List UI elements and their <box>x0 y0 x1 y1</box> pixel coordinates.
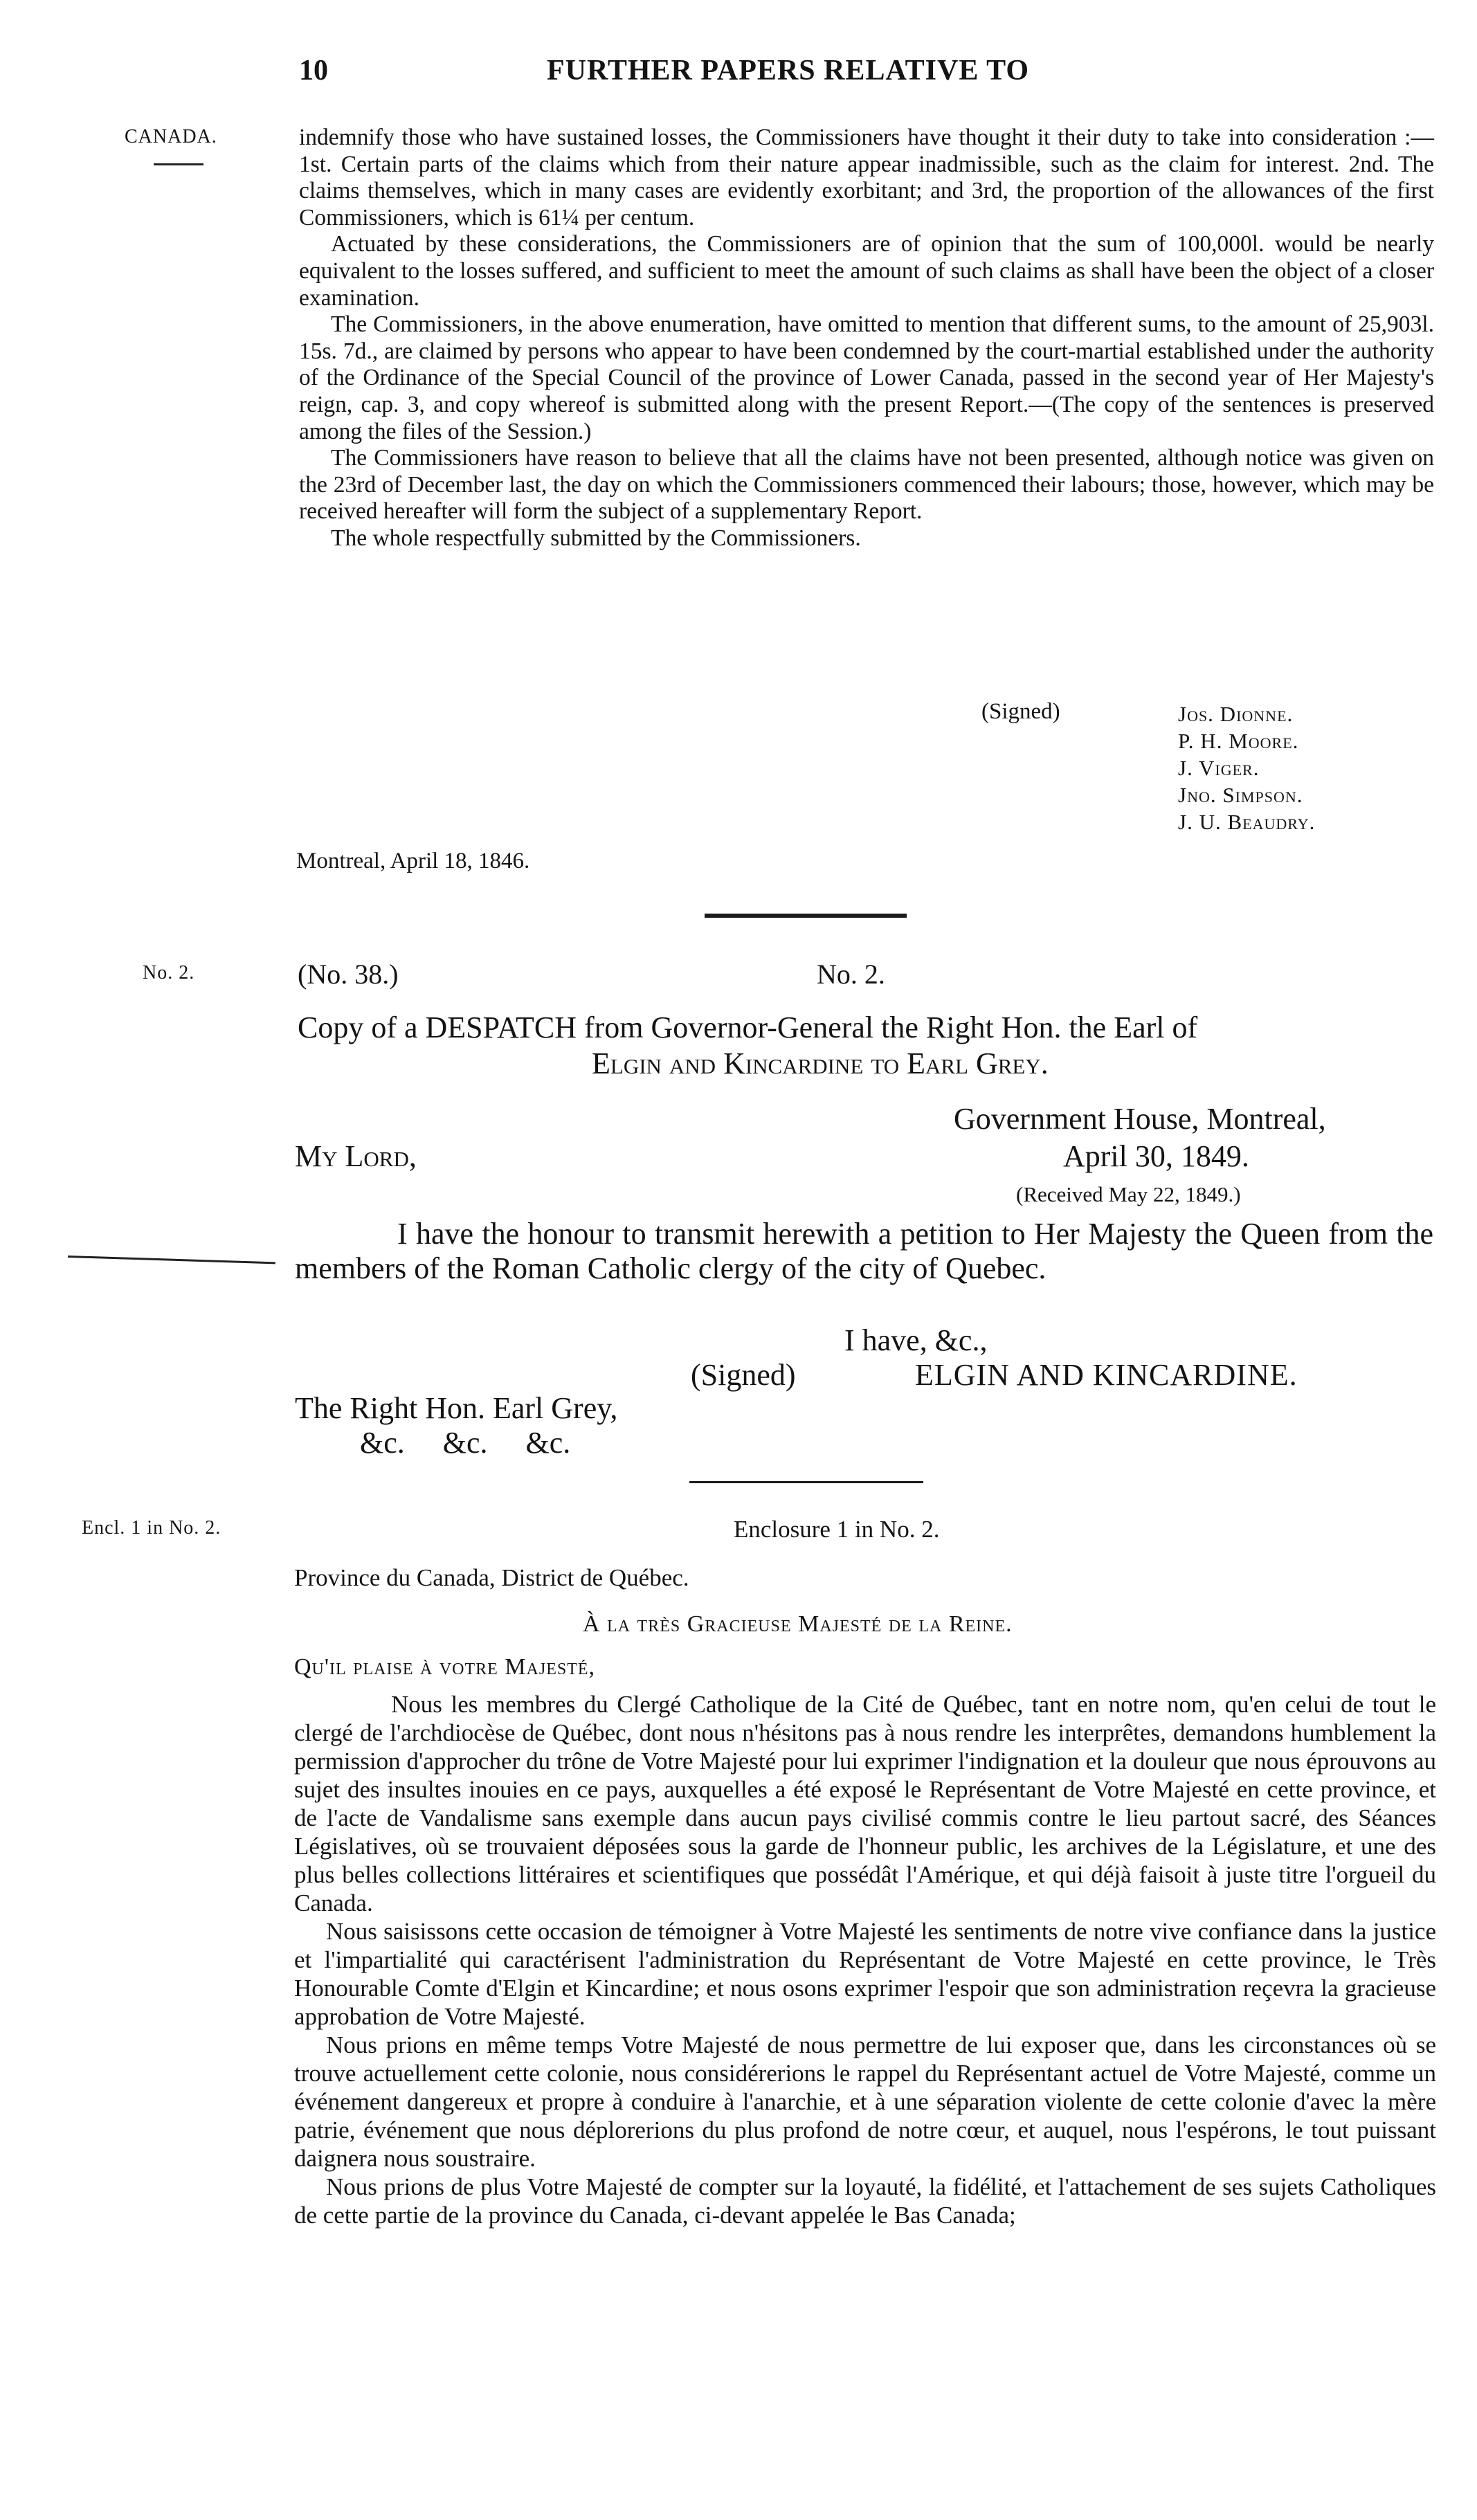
margin-divider <box>154 163 203 165</box>
enclosure-addressee: À la très Gracieuse Majesté de la Reine. <box>583 1611 1013 1637</box>
despatch-salutation: My Lord, <box>295 1139 417 1173</box>
despatch-received: (Received May 22, 1849.) <box>1016 1182 1241 1206</box>
despatch-etc: &c. &c. &c. <box>360 1426 571 1460</box>
enclosure-paragraph: Nous les membres du Clergé Catholique de la Cité de Québec, tant en notre nom, qu'en celui de tout le clergé de l'archdiocèse de Québec, dont nous n'hésitons pas à nous rendre les interprêtes, demandons humblement la permission d'approcher du trône de Votre Majesté pour lui exprimer l'indignation et la douleur que nous éprouvons au sujet des insultes inouies en ce pays, auxquelles a été exposé le Représentant de Votre Majesté en cette province, et de l'acte de Vandalisme sans exemple dans aucun pays civilisé commis contre le lieu partout sacré, des Séances Législatives, où se trouvaient déposées sous la garde de l'honneur public, les archives de la Législature, et une des plus belles collections littéraires et scientifiques que possédât l'Amérique, et qui déjà faisoit à juste titre l'orgueil du Canada. <box>294 1691 1436 1916</box>
report-paragraph: The whole respectfully submitted by the Commissioners. <box>331 525 861 551</box>
enclosure-paragraph: Nous prions de plus Votre Majesté de compter sur la loyauté, la fidélité, et l'attachement de ses sujets Catholiques de cette partie de la province du Canada, ci-devant appelée le Bas Canada; <box>294 2173 1436 2229</box>
despatch-address-line2: April 30, 1849. <box>1063 1139 1249 1173</box>
enclosure-salutation: Qu'il plaise à votre Majesté, <box>294 1654 596 1680</box>
report-paragraph: The Commissioners have reason to believe that all the claims have not been presented, although notice was given on the 23rd of December last, the day on which the Commissioners commenced their labours; those, however, which may be received hereafter will form the subject of a supplementary Report. <box>299 445 1434 525</box>
despatch-title-line2: Elgin and Kincardine to Earl Grey. <box>592 1046 1049 1080</box>
signatory-list <box>1178 700 1315 835</box>
margin-pointer-line <box>68 1256 275 1264</box>
report-paragraph: indemnify those who have sustained losses, the Commissioners have thought it their duty to take into consideration :—1st. Certain parts of the claims which from their nature appear inadmissible, such as the claim for interest. 2nd. The claims themselves, which in many cases are evidently exorbitant; and 3rd, the proportion of the allowances of the first Commissioners, which is 61¼ per centum. <box>299 125 1434 230</box>
signatory: J. U. Beaudry. <box>1178 810 1316 834</box>
report-paragraph: Actuated by these considerations, the Commissioners are of opinion that the sum of 100,000l. would be nearly equivalent to the losses suffered, and sufficient to meet the amount of such claims as shall have been the object of a closer examination. <box>299 231 1434 311</box>
enclosure-paragraph: Nous prions en même temps Votre Majesté de nous permettre de lui exposer que, dans les circonstances où se trouve actuellement cette colonie, nous considérerions le rappel du Représentant actuel de Votre Majesté, comme un événement dangereux et propre à conduire à l'anarchie, et à une séparation violente de cette colonie d'avec la mère patrie, événement que nous déplorerions du plus profond de notre cœur, et auquel, nous l'espérons, le tout puissant daignera nous soustraire. <box>294 2031 1436 2172</box>
despatch-signed-label: (Signed) <box>691 1358 796 1392</box>
enclosure-heading: Enclosure 1 in No. 2. <box>734 1516 940 1543</box>
section-divider-small <box>689 1481 923 1483</box>
report-paragraph: The Commissioners, in the above enumeration, have omitted to mention that different sums, to the amount of 25,903l. 15s. 7d., are claimed by persons who appear to have been condemned by the court-martial established under the authority of the Ordinance of the Special Council of the province of Lower Canada, passed in the second year of Her Majesty's reign, cap. 3, and copy whereof is submitted along with the present Report.—(The copy of the sentences is preserved among the files of the Session.) <box>299 311 1434 444</box>
signatory: P. H. Moore. <box>1178 729 1299 753</box>
running-title: FURTHER PAPERS RELATIVE TO <box>547 55 1030 87</box>
section-divider <box>705 914 907 918</box>
enclosure-text <box>294 1690 1436 2229</box>
despatch-closing: I have, &c., <box>844 1323 988 1357</box>
margin-note-encl: Encl. 1 in No. 2. <box>82 1517 221 1539</box>
despatch-title-line1: Copy of a DESPATCH from Governor-General the Right Hon. the Earl of <box>298 1010 1198 1044</box>
despatch-number-paren: (No. 38.) <box>298 959 399 990</box>
margin-note-no2: No. 2. <box>143 962 195 983</box>
despatch-address-line1: Government House, Montreal, <box>954 1102 1326 1136</box>
report-signed-label: (Signed) <box>981 699 1060 724</box>
despatch-body: I have the honour to transmit herewith a petition to Her Majesty the Queen from the members of the Roman Catholic clergy of the city of Quebec. <box>295 1217 1433 1285</box>
report-text <box>299 125 1434 552</box>
enclosure-paragraph: Nous saisissons cette occasion de témoigner à Votre Majesté les sentiments de notre vive confiance dans la justice et l'impartialité qui caractérisent l'administration du Représentant de Votre Majesté en cette province, le Très Honourable Comte d'Elgin et Kincardine; et nous osons exprimer l'espoir que son administration reçevra la gracieuse approbation de Votre Majesté. <box>294 1918 1436 2030</box>
margin-note-canada: CANADA. <box>125 126 217 147</box>
enclosure-province: Province du Canada, District de Québec. <box>294 1564 689 1591</box>
signatory: Jno. Simpson. <box>1178 783 1303 807</box>
signatory: J. Viger. <box>1178 756 1260 780</box>
signatory: Jos. Dionne. <box>1178 702 1294 726</box>
despatch-addressee: The Right Hon. Earl Grey, <box>295 1391 618 1425</box>
despatch-number: No. 2. <box>817 959 885 990</box>
report-place-date: Montreal, April 18, 1846. <box>296 849 530 873</box>
despatch-signer: ELGIN AND KINCARDINE. <box>915 1358 1298 1392</box>
page-number: 10 <box>299 55 328 87</box>
